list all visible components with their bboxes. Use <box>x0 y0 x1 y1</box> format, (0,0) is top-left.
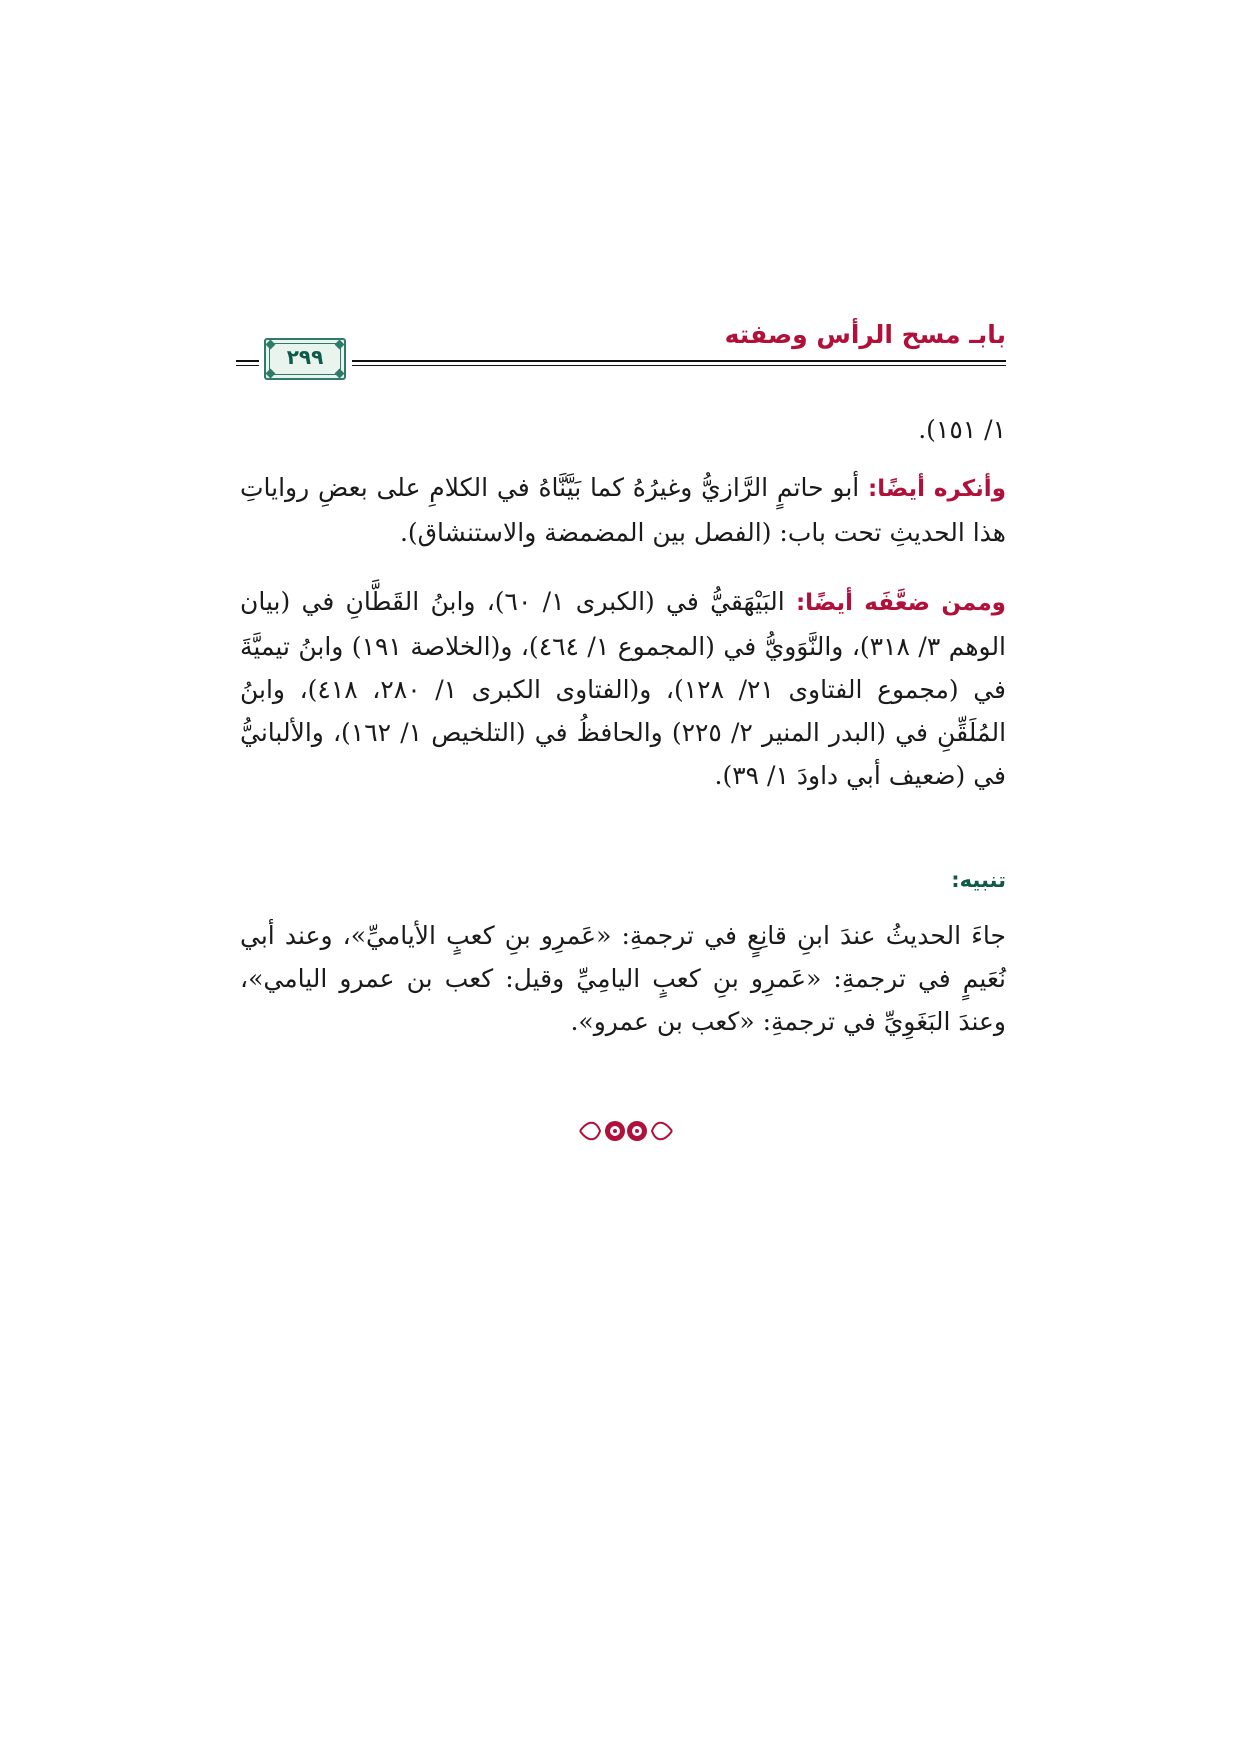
paragraph-1-lead: وأنكره أيضًا: <box>868 476 1006 502</box>
paragraph-2-lead: وممن ضعَّفَه أيضًا: <box>795 590 1006 616</box>
note-heading: تنبيه: <box>951 868 1006 892</box>
header-rule-left <box>236 360 259 366</box>
floral-divider-svg <box>578 1116 674 1146</box>
reference-line-block <box>240 408 1006 451</box>
frame-corner-icon <box>266 369 276 379</box>
paragraph-2-text <box>240 580 1006 797</box>
floral-divider-icon <box>578 1116 674 1146</box>
paragraph-1 <box>240 466 1006 554</box>
note-paragraph <box>240 914 1006 1043</box>
page-number-frame <box>264 338 346 380</box>
header-rule-right <box>352 360 1006 366</box>
paragraph-2 <box>240 580 1006 797</box>
paragraph-1-text <box>240 466 1006 554</box>
frame-corner-icon <box>335 369 345 379</box>
reference-line: ١/ ١٥١). <box>918 415 1006 444</box>
page-header <box>236 312 1006 392</box>
note-paragraph-text: جاءَ الحديثُ عندَ ابنِ قانِعٍ في ترجمةِ: «عَمرِو بنِ كعبٍ الأياميِّ»، وعند أبي نُعَيمٍ في ترجمةِ: «عَمرِو بنِ كعبٍ اليامِيِّ وقيل: كعب بن عمرو اليامي»، وعندَ البَغَوِيِّ في ترجمةِ: «كعب بن عمرو». <box>240 921 1006 1036</box>
paragraph-1-body: أبو حاتمٍ الرَّازيُّ وغيرُهُ كما بَيَّنَّاهُ في الكلامِ على بعضِ رواياتِ هذا الحديثِ تحت باب: (الفصل بين المضمضة والاستنشاق). <box>240 473 1006 547</box>
paragraph-2-body: البَيْهَقيُّ في (الكبرى ١/ ٦٠)، وابنُ القَطَّانِ في (بيان الوهم ٣/ ٣١٨)، والنَّوَويُّ في (المجموع ١/ ٤٦٤)، و(الخلاصة ١٩١) وابنُ تيميَّةَ في (مجموع الفتاوى ٢١/ ١٢٨)، و(الفتاوى الكبرى ١/ ٢٨٠، ٤١٨)، وابنُ المُلَقِّنِ في (البدر المنير ٢/ ٢٢٥) والحافظُ في (التلخيص ١/ ١٦٢)، والألبانيُّ في (ضعيف أبي داودَ ١/ ٣٩). <box>240 587 1007 790</box>
chapter-title: بابـ مسح الرأس وصفته <box>724 320 1006 349</box>
page-number: ٢٩٩ <box>286 345 324 369</box>
